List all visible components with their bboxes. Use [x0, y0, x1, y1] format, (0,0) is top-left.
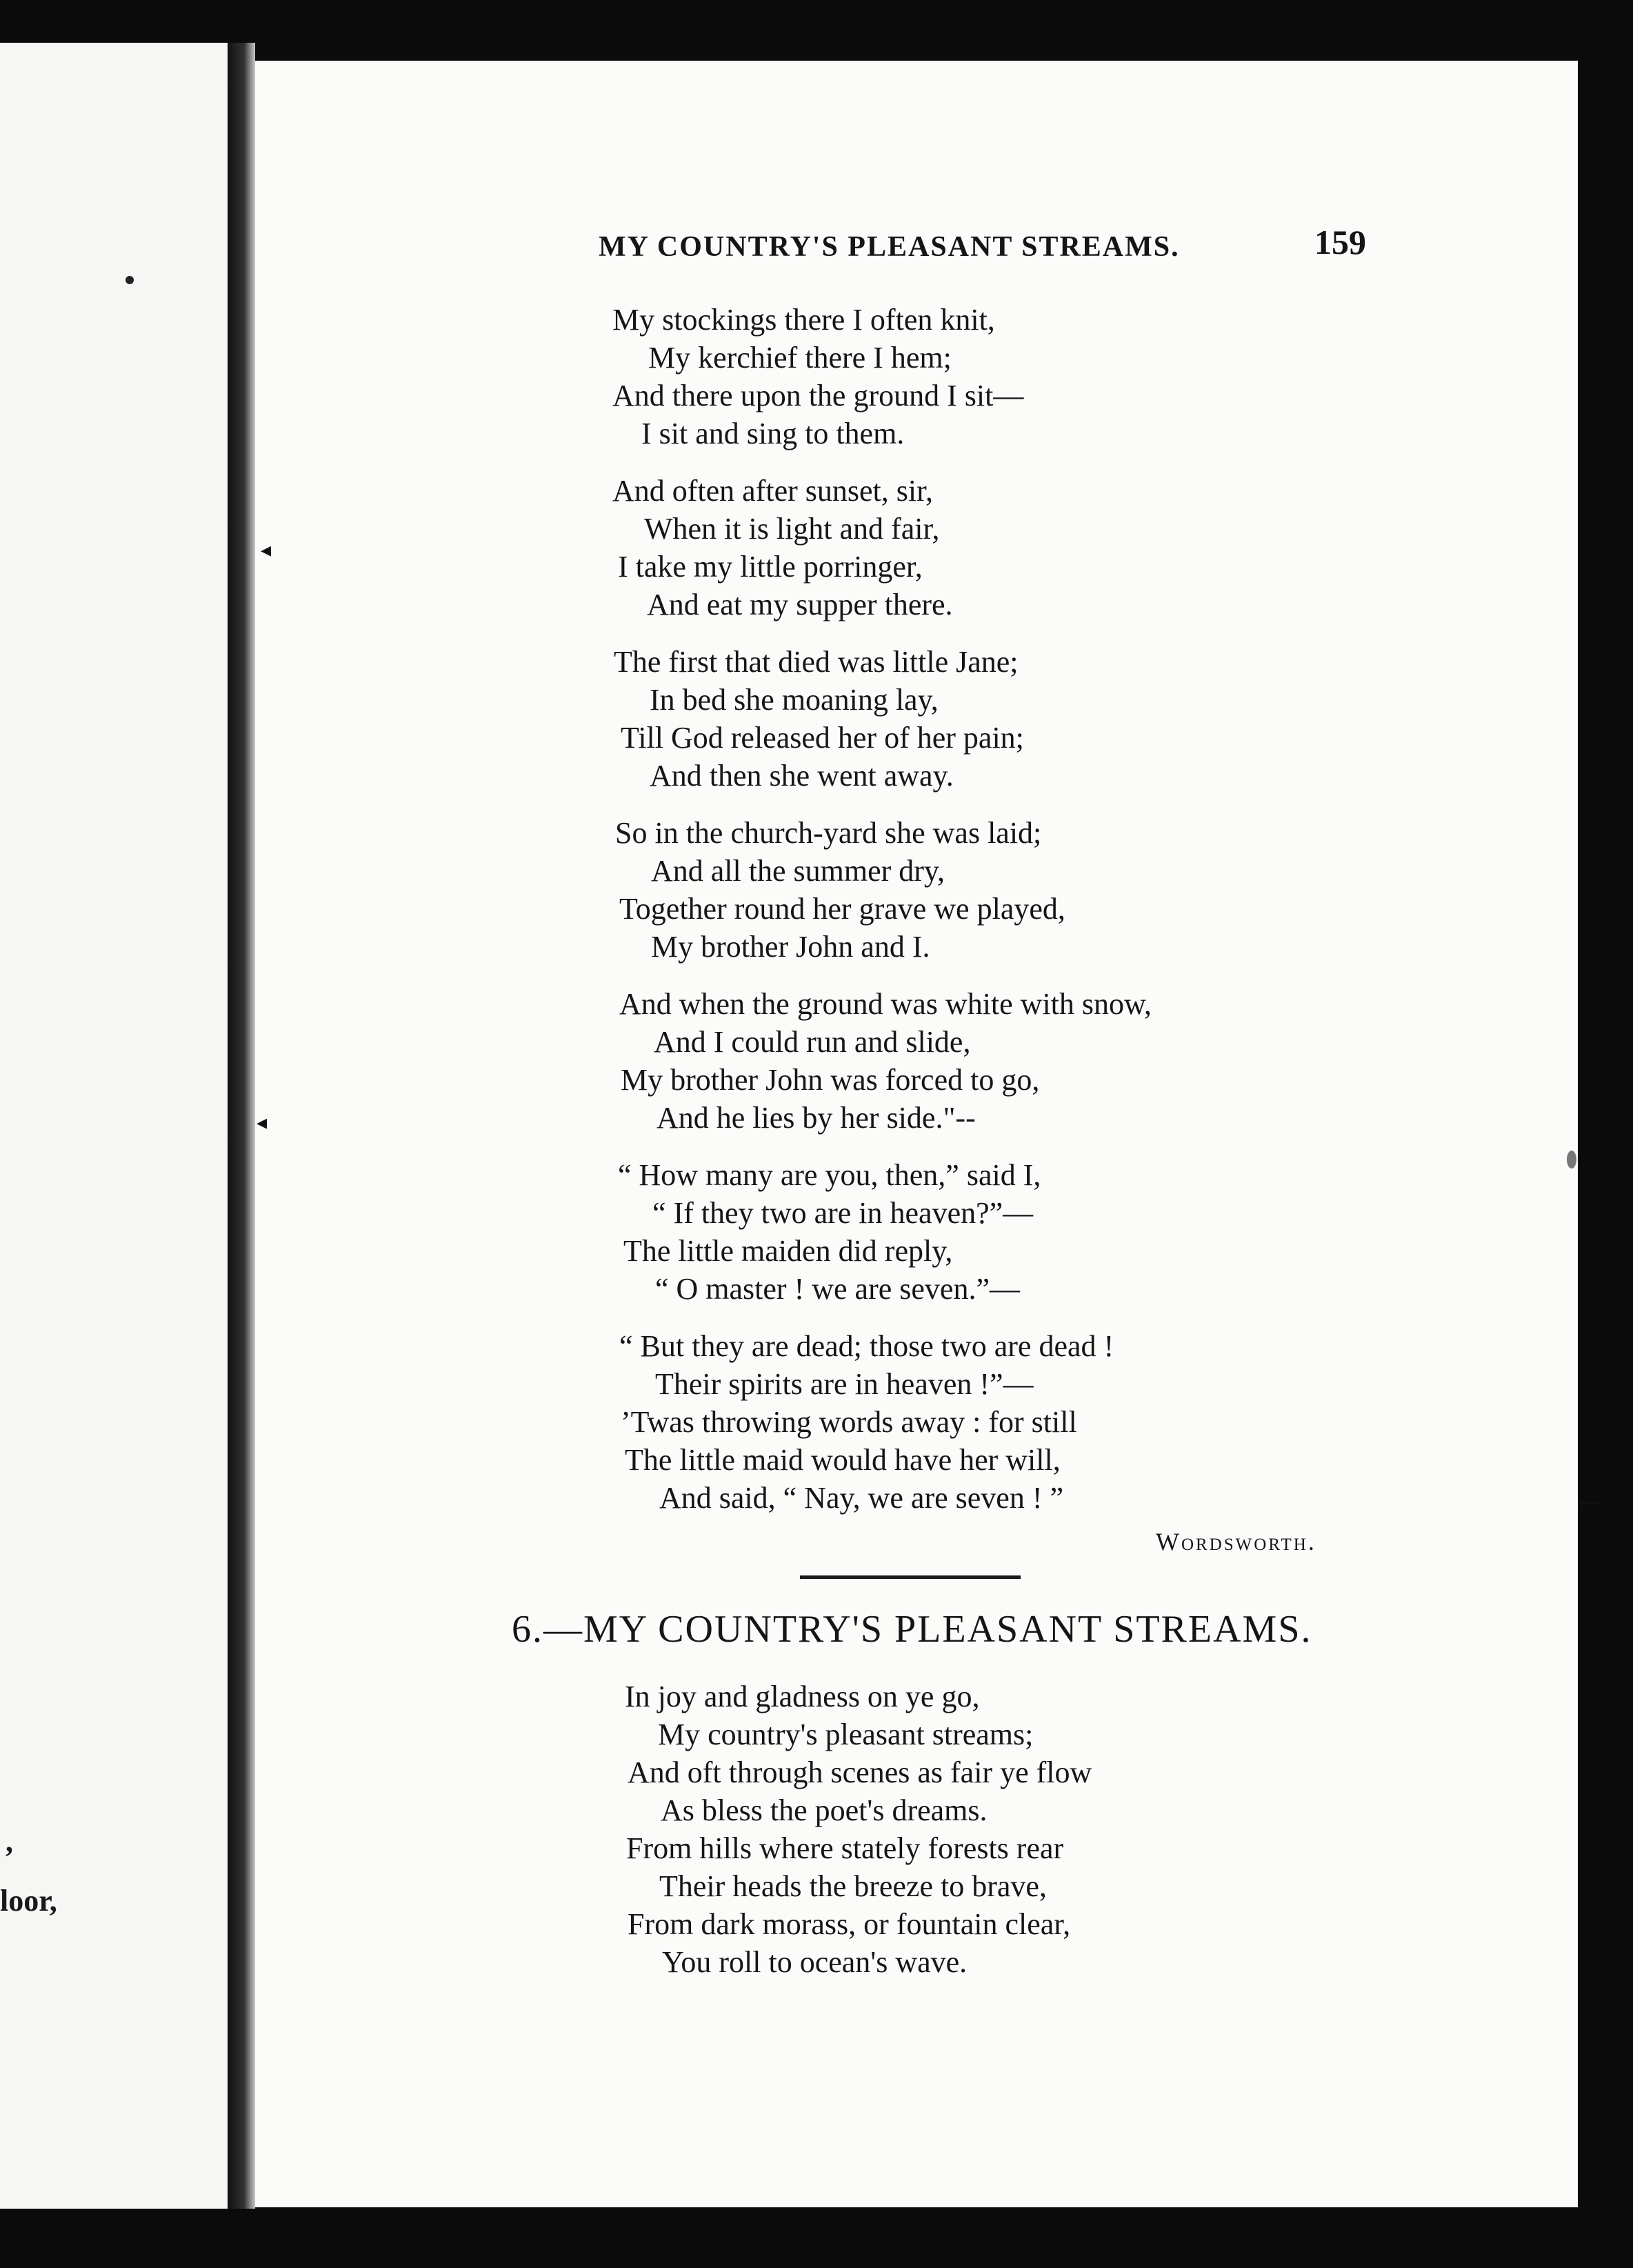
poem-line: And all the summer dry,: [651, 854, 945, 888]
poem-line: From hills where stately forests rear: [626, 1831, 1064, 1865]
poem-line: From dark morass, or fountain clear,: [628, 1907, 1071, 1941]
poem-line: And oft through scenes as fair ye flow: [628, 1755, 1092, 1789]
poem-line: You roll to ocean's wave.: [662, 1945, 968, 1979]
poem-line: And often after sunset, sir,: [612, 474, 934, 508]
poem-line: My brother John was forced to go,: [621, 1063, 1040, 1097]
poem-line: My brother John and I.: [651, 930, 930, 964]
poem-line: And eat my supper there.: [647, 588, 953, 621]
poem-line: And there upon the ground I sit—: [612, 379, 1024, 412]
poem-line: And he lies by her side."--: [657, 1101, 976, 1135]
section-title: 6.—MY COUNTRY'S PLEASANT STREAMS.: [512, 1608, 1312, 1651]
gutter-mark: ◂: [261, 538, 272, 562]
poem-line: And I could run and slide,: [654, 1025, 971, 1059]
running-head: MY COUNTRY'S PLEASANT STREAMS.: [599, 231, 1180, 263]
poem-line: And when the ground was white with snow,: [619, 987, 1152, 1021]
poem-line: Their heads the breeze to brave,: [659, 1869, 1047, 1903]
poem-line: “ But they are dead; those two are dead !: [619, 1329, 1114, 1363]
gutter-mark: ◂: [257, 1111, 268, 1135]
poem-line: “ How many are you, then,” said I,: [618, 1158, 1041, 1192]
margin-mark: ⌐: [1578, 1489, 1601, 1520]
poem-line: In bed she moaning lay,: [650, 683, 939, 717]
poem-line: I sit and sing to them.: [641, 417, 905, 450]
poem-line: Till God released her of her pain;: [621, 721, 1024, 755]
section-divider: [800, 1575, 1021, 1579]
ink-speck: [1567, 1151, 1576, 1168]
poem-line: And then she went away.: [650, 759, 954, 793]
poem-line: “ If they two are in heaven?”—: [652, 1196, 1034, 1230]
poem-line: I take my little porringer,: [618, 550, 923, 584]
poem-line: Their spirits are in heaven !”—: [655, 1367, 1034, 1401]
book-gutter: [228, 43, 255, 2209]
poem-line: And said, “ Nay, we are seven ! ”: [659, 1481, 1064, 1515]
left-page: [0, 43, 237, 2209]
author-attribution: Wordsworth.: [1156, 1528, 1316, 1555]
page-number: 159: [1314, 223, 1366, 261]
poem-line: In joy and gladness on ye go,: [625, 1680, 980, 1713]
poem-line: So in the church-yard she was laid;: [615, 816, 1042, 850]
poem-line: Together round her grave we played,: [619, 892, 1065, 926]
poem-line: The first that died was little Jane;: [614, 645, 1019, 679]
ink-speck: [126, 276, 134, 284]
left-page-fragment: loor,: [0, 1884, 57, 1918]
left-page-fragment: ,: [6, 1824, 13, 1858]
poem-line: The little maid would have her will,: [625, 1443, 1061, 1477]
poem-line: My stockings there I often knit,: [612, 303, 995, 337]
poem-line: My country's pleasant streams;: [658, 1718, 1034, 1751]
poem-line: ’Twas throwing words away : for still: [621, 1405, 1077, 1439]
poem-line: “ O master ! we are seven.”—: [655, 1272, 1020, 1306]
poem-line: As bless the poet's dreams.: [661, 1793, 988, 1827]
poem-line: When it is light and fair,: [644, 512, 940, 546]
poem-line: The little maiden did reply,: [623, 1234, 953, 1268]
poem-line: My kerchief there I hem;: [648, 341, 952, 375]
